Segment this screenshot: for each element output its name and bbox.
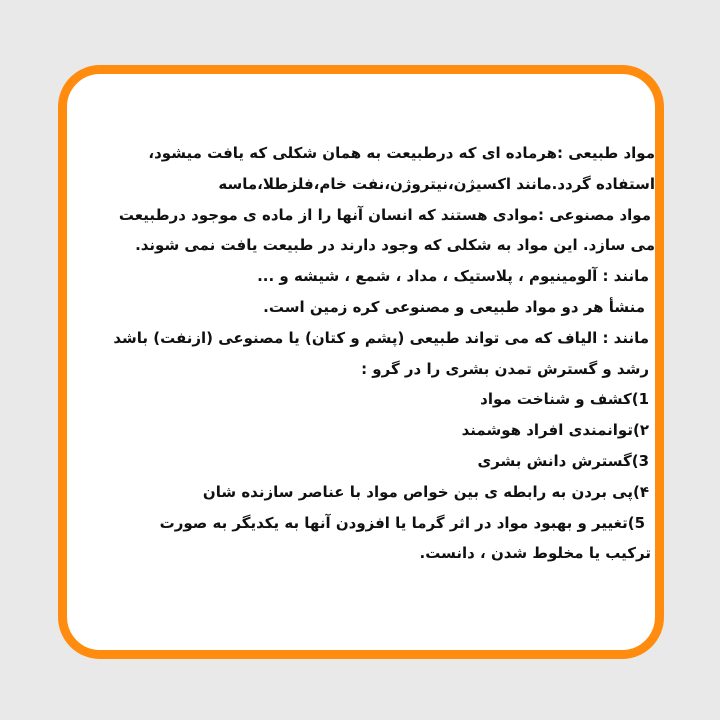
list-item: 1)کشف و شناخت مواد: [480, 390, 649, 409]
list-item: ۴)پی بردن به رابطه ی بین خواص مواد با عناصر سازنده شان: [202, 482, 649, 501]
text-line: استفاده گردد.مانند اکسیژن،نیتروژن،نفت خام،فلزطلا،ماسه: [218, 174, 655, 193]
body-text: [72, 138, 655, 569]
text-line: منشأ هر دو مواد طبیعی و مصنوعی کره زمین است.: [263, 297, 645, 316]
list-item: ۲)توانمندی افراد هوشمند: [461, 421, 649, 440]
text-line: می سازد. این مواد به شکلی که وجود دارند در طبیعت یافت نمی شوند.: [135, 236, 655, 255]
text-line: ترکیب یا مخلوط شدن ، دانست.: [419, 544, 651, 563]
text-line: رشد و گسترش تمدن بشری را در گرو :: [361, 359, 649, 378]
list-item: 5)تغییر و بهبود مواد در اثر گرما یا افزودن آنها به یکدیگر به صورت: [159, 513, 645, 532]
list-item: 3)گسترش دانش بشری: [477, 451, 649, 470]
text-line: مواد طبیعی :هرماده ای که درطبیعت به همان شکلی که یافت میشود،: [148, 144, 655, 162]
text-line: مانند : الیاف که می تواند طبیعی (پشم و کتان) یا مصنوعی (ازنفت) باشد: [113, 328, 649, 347]
text-line: مانند : آلومینیوم ، پلاستیک ، مداد ، شمع ، شیشه و ...: [257, 267, 649, 286]
text-line: مواد مصنوعی :موادی هستند که انسان آنها را از ماده ی موجود درطبیعت: [118, 205, 651, 224]
